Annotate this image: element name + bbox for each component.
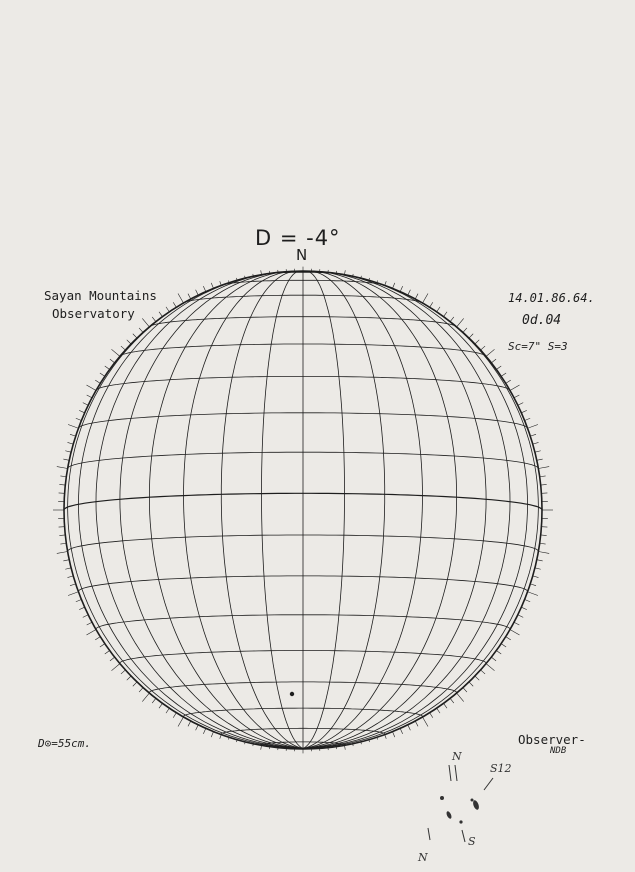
limb-tick [400, 728, 402, 733]
meridian-line [303, 271, 345, 748]
limb-tick [514, 622, 519, 625]
seeing-values: Sc=7" S=3 [508, 340, 568, 353]
limb-tick [437, 307, 440, 312]
limb-tick [111, 664, 119, 671]
limb-tick [60, 476, 66, 477]
limb-tick [142, 693, 149, 701]
limb-tick [443, 703, 447, 708]
observer-initials: NDB [550, 746, 567, 756]
limb-tick [178, 717, 184, 727]
limb-tick [100, 373, 105, 376]
limb-tick [159, 703, 163, 708]
limb-tick [400, 286, 402, 291]
limb-tick [127, 340, 131, 344]
limb-tick [530, 434, 536, 436]
limb-tick [521, 607, 526, 609]
limb-tick [510, 385, 520, 391]
limb-tick [127, 676, 131, 680]
meridian-line [303, 272, 538, 749]
limb-tick [95, 637, 100, 640]
limb-tick [528, 592, 538, 596]
limb-tick [110, 657, 115, 661]
limb-tick [139, 328, 143, 332]
limb-tick [510, 630, 520, 636]
limb-tick [506, 637, 511, 640]
limb-tick [481, 670, 485, 674]
limb-tick [68, 592, 78, 596]
limb-tick [105, 366, 110, 370]
limb-tick [525, 418, 531, 420]
north-marker: N [296, 246, 308, 264]
limb-tick [530, 584, 536, 586]
limb-tick [506, 380, 511, 383]
limb-tick [196, 725, 199, 730]
limb-tick [518, 615, 523, 618]
observation-date: 14.01.86.64. [508, 291, 595, 305]
limb-tick [521, 410, 526, 412]
limb-tick [514, 395, 519, 398]
meridian-line [149, 271, 303, 748]
limb-tick [173, 302, 176, 307]
limb-tick [463, 688, 467, 692]
limb-tick [457, 318, 464, 326]
observatory-name-line1: Sayan Mountains [44, 288, 157, 303]
limb-tick [415, 294, 418, 299]
limb-tick [430, 302, 433, 307]
limb-tick [86, 630, 96, 636]
limb-tick [59, 484, 65, 485]
limb-tick [178, 293, 184, 303]
limb-tick [533, 442, 539, 444]
limb-tick [491, 657, 496, 661]
meridian-line [78, 272, 303, 749]
limb-tick [67, 576, 73, 578]
limb-tick [173, 713, 176, 718]
limb-tick [203, 286, 205, 291]
limb-tick [68, 424, 78, 428]
sketch-north-label-lower: N [418, 851, 428, 864]
limb-tick [525, 600, 531, 602]
heliographic-latitude-title: D = -4° [255, 226, 341, 250]
sketch-south-label: S [468, 835, 476, 848]
limb-tick [70, 434, 76, 436]
limb-tick [133, 334, 137, 338]
observer-label: Observer- [518, 732, 586, 747]
limb-tick [188, 294, 191, 299]
limb-tick [423, 717, 429, 727]
limb-tick [491, 359, 496, 363]
limb-tick [393, 283, 395, 289]
disk-diameter: D⊙=55cm. [38, 737, 91, 750]
limb-tick [79, 410, 84, 412]
limb-tick [496, 650, 501, 654]
limb-tick [533, 576, 539, 578]
limb-tick [166, 708, 169, 713]
limb-tick [133, 682, 137, 686]
limb-tick [110, 359, 115, 363]
limb-tick [59, 535, 65, 536]
limb-tick [430, 713, 433, 718]
limb-tick [475, 676, 479, 680]
disk-spot [290, 692, 294, 696]
limb-tick [486, 664, 494, 671]
limb-tick [457, 693, 464, 701]
limb-tick [57, 467, 68, 469]
limb-tick [469, 682, 473, 686]
limb-tick [393, 732, 395, 738]
limb-tick [486, 349, 494, 356]
meridian-line [303, 271, 423, 748]
observation-time: 0d.04 [522, 313, 562, 328]
limb-tick [408, 290, 411, 295]
limb-tick [70, 584, 76, 586]
meridian-line [303, 272, 528, 749]
sunspot-sketch [428, 765, 493, 842]
limb-tick [76, 418, 82, 420]
limb-tick [100, 644, 105, 647]
limb-tick [152, 698, 156, 703]
limb-tick [211, 732, 213, 738]
sketch-spot-group-label: S12 [490, 762, 512, 775]
limb-tick [121, 670, 125, 674]
limb-tick [475, 340, 479, 344]
limb-tick [111, 349, 119, 356]
limb-tick [443, 312, 447, 317]
limb-tick [541, 535, 547, 536]
limb-tick [538, 467, 549, 469]
limb-tick [83, 615, 88, 618]
limb-tick [87, 395, 92, 398]
limb-tick [463, 328, 467, 332]
sketch-north-label: N [452, 750, 462, 763]
limb-tick [159, 312, 163, 317]
limb-tick [211, 283, 213, 289]
limb-tick [469, 334, 473, 338]
limb-tick [415, 721, 418, 726]
limb-tick [501, 373, 506, 376]
solar-disk-grid [53, 267, 553, 754]
limb-tick [537, 459, 543, 460]
limb-tick [86, 385, 96, 391]
limb-tick [79, 607, 84, 609]
limb-tick [450, 698, 454, 703]
limb-tick [537, 560, 543, 561]
limb-tick [540, 476, 546, 477]
limb-tick [496, 366, 501, 370]
limb-tick [540, 543, 546, 544]
limb-tick [105, 650, 110, 654]
limb-tick [437, 708, 440, 713]
observatory-name-line2: Observatory [52, 306, 135, 321]
limb-tick [65, 568, 71, 569]
limb-tick [196, 290, 199, 295]
limb-tick [481, 346, 485, 350]
limb-tick [203, 728, 205, 733]
limb-tick [152, 317, 156, 322]
meridian-line [221, 271, 303, 748]
limb-tick [95, 380, 100, 383]
limb-tick [65, 451, 71, 452]
limb-tick [541, 484, 547, 485]
limb-tick [60, 543, 66, 544]
limb-tick [67, 442, 73, 444]
limb-tick [408, 725, 411, 730]
limb-tick [538, 552, 549, 554]
meridian-line [184, 271, 304, 748]
limb-tick [76, 600, 82, 602]
limb-tick [83, 403, 88, 406]
limb-tick [57, 552, 68, 554]
limb-tick [166, 307, 169, 312]
meridian-line [303, 271, 457, 748]
limb-tick [423, 293, 429, 303]
limb-tick [501, 644, 506, 647]
meridian-line [262, 271, 304, 748]
limb-tick [87, 622, 92, 625]
limb-tick [535, 451, 541, 452]
limb-tick [63, 560, 69, 561]
limb-tick [518, 403, 523, 406]
limb-tick [450, 317, 454, 322]
limb-tick [535, 568, 541, 569]
limb-tick [63, 459, 69, 460]
limb-tick [139, 688, 143, 692]
limb-tick [142, 318, 149, 326]
limb-tick [528, 424, 538, 428]
limb-tick [121, 346, 125, 350]
meridian-line [68, 272, 303, 749]
limb-tick [188, 721, 191, 726]
meridian-line [303, 271, 385, 748]
